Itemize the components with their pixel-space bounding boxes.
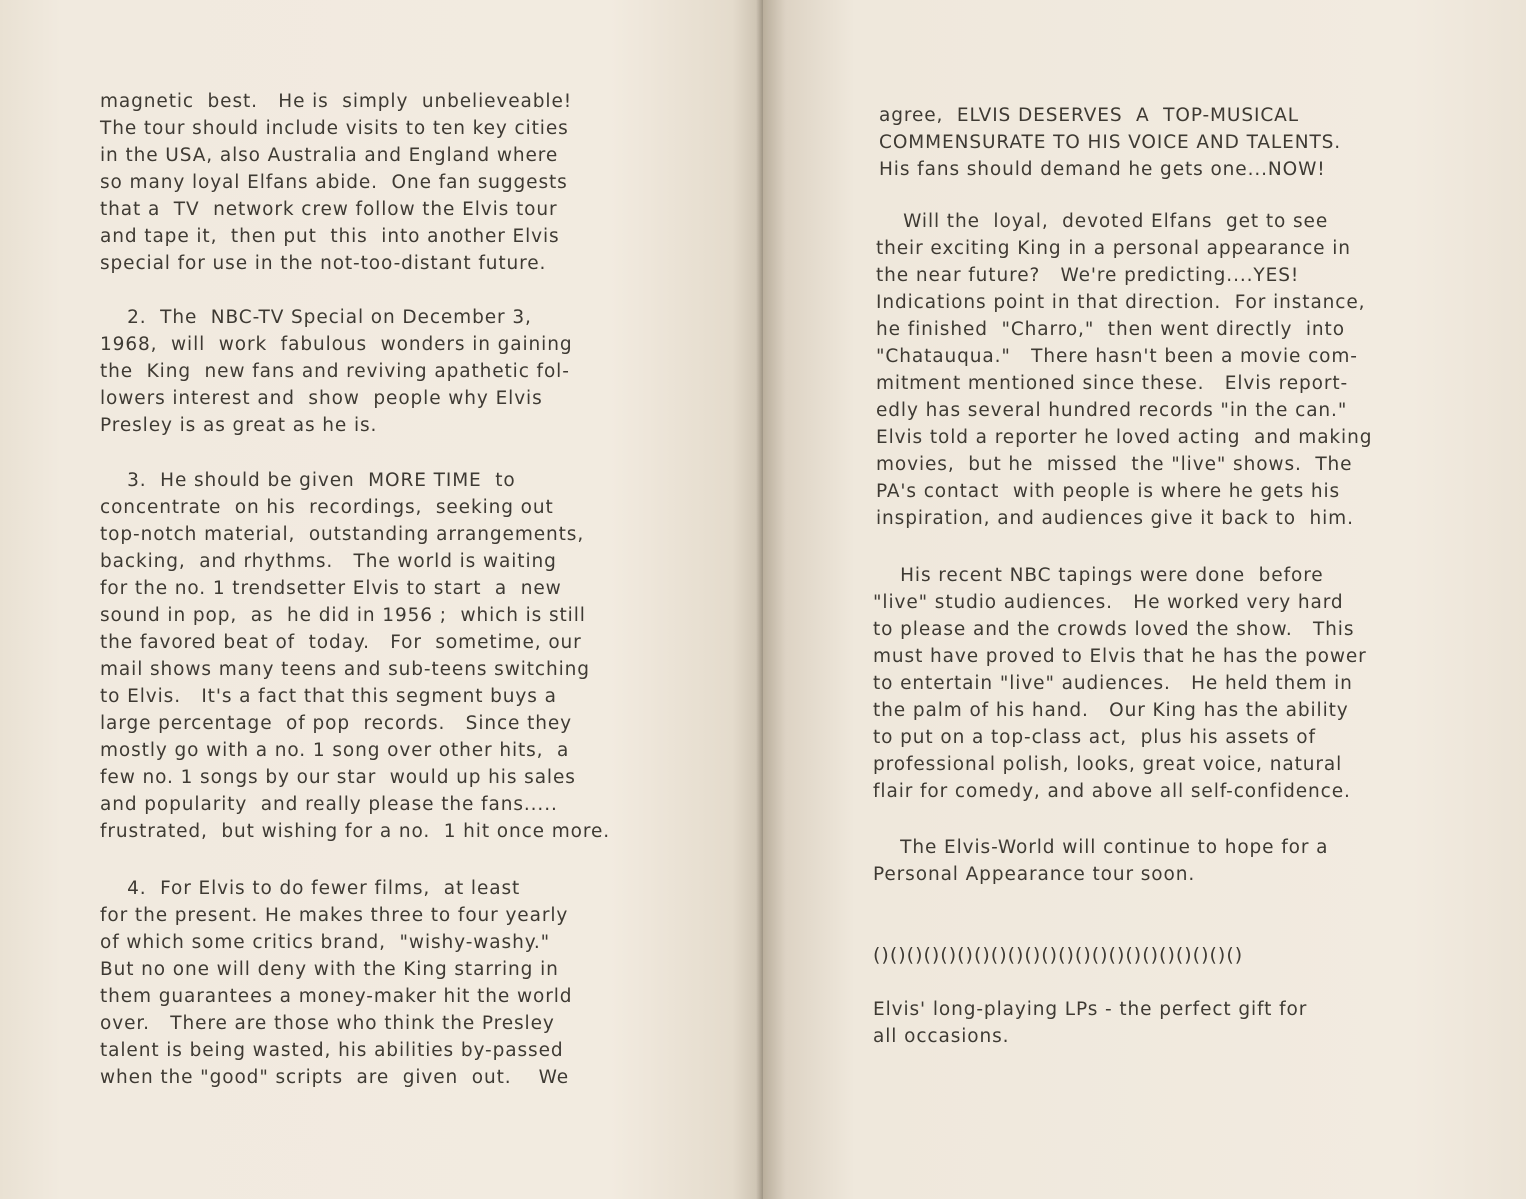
- text-line: His recent NBC tapings were done before: [873, 565, 1324, 586]
- text-line: to Elvis. It's a fact that this segment buys a: [100, 686, 557, 707]
- right-page: [763, 0, 1526, 1199]
- text-line: mitment mentioned since these. Elvis report-: [876, 373, 1349, 394]
- text-line: for the no. 1 trendsetter Elvis to start a new: [100, 578, 562, 599]
- text-line: that a TV network crew follow the Elvis tour: [100, 199, 558, 220]
- text-line: their exciting King in a personal appearance in: [876, 238, 1351, 259]
- text-line: inspiration, and audiences give it back to him.: [876, 508, 1354, 529]
- text-line: magnetic best. He is simply unbelieveable!: [100, 91, 573, 112]
- text-line: edly has several hundred records "in the can.": [876, 400, 1348, 421]
- text-line: 4. For Elvis to do fewer films, at least: [100, 878, 521, 899]
- text-line: to entertain "live" audiences. He held them in: [873, 673, 1353, 694]
- text-line: PA's contact with people is where he gets his: [876, 481, 1341, 502]
- text-line: 1968, will work fabulous wonders in gaining: [100, 334, 573, 355]
- paragraph-lp-gift: [873, 996, 1307, 1050]
- text-line: all occasions.: [873, 1026, 1010, 1047]
- text-line: 3. He should be given MORE TIME to: [100, 470, 516, 491]
- text-line: he finished "Charro," then went directly into: [876, 319, 1345, 340]
- text-line: Presley is as great as he is.: [100, 415, 378, 436]
- text-line: Will the loyal, devoted Elfans get to see: [876, 211, 1329, 232]
- text-line: over. There are those who think the Presley: [100, 1013, 555, 1034]
- parenthesis-divider: ()()()()()()()()()()()()()()()()()()()()()(): [873, 944, 1244, 966]
- text-line: mostly go with a no. 1 song over other hits, a: [100, 740, 570, 761]
- text-line: sound in pop, as he did in 1956 ; which is still: [100, 605, 586, 626]
- text-line: "live" studio audiences. He worked very hard: [873, 592, 1344, 613]
- text-line: so many loyal Elfans abide. One fan suggests: [100, 172, 568, 193]
- text-line: the King new fans and reviving apathetic fol-: [100, 361, 570, 382]
- paragraph-personal-appearance: [876, 208, 1372, 532]
- text-line: concentrate on his recordings, seeking out: [100, 497, 554, 518]
- text-line: professional polish, looks, great voice, natural: [873, 754, 1343, 775]
- text-line: and popularity and really please the fans.....: [100, 794, 558, 815]
- text-line: the near future? We're predicting....YES!: [876, 265, 1300, 286]
- text-line: and tape it, then put this into another Elvis: [100, 226, 560, 247]
- text-line: the palm of his hand. Our King has the ability: [873, 700, 1349, 721]
- paragraph-nbc-special: [100, 304, 573, 439]
- text-line: flair for comedy, and above all self-confidence.: [873, 781, 1351, 802]
- text-line: His fans should demand he gets one...NOW!: [879, 159, 1326, 180]
- text-line: The Elvis-World will continue to hope for a: [873, 837, 1329, 858]
- text-line: backing, and rhythms. The world is waiting: [100, 551, 557, 572]
- text-line: Indications point in that direction. For instance,: [876, 292, 1366, 313]
- text-line: frustrated, but wishing for a no. 1 hit once more.: [100, 821, 611, 842]
- paragraph-tour: [100, 88, 572, 277]
- text-line: mail shows many teens and sub-teens switching: [100, 659, 590, 680]
- text-line: to please and the crowds loved the show. This: [873, 619, 1355, 640]
- text-line: when the "good" scripts are given out. We: [100, 1067, 570, 1088]
- text-line: few no. 1 songs by our star would up his sales: [100, 767, 576, 788]
- text-line: "Chatauqua." There hasn't been a movie com-: [876, 346, 1358, 367]
- paragraph-more-time: [100, 467, 610, 845]
- text-line: COMMENSURATE TO HIS VOICE AND TALENTS.: [879, 132, 1342, 153]
- text-line: Elvis told a reporter he loved acting and making: [876, 427, 1373, 448]
- text-line: The tour should include visits to ten key cities: [100, 118, 569, 139]
- text-line: But no one will deny with the King starring in: [100, 959, 559, 980]
- text-line: special for use in the not-too-distant future.: [100, 253, 547, 274]
- text-line: lowers interest and show people why Elvis: [100, 388, 543, 409]
- text-line: top-notch material, outstanding arrangements,: [100, 524, 585, 545]
- paragraph-nbc-tapings: [873, 562, 1367, 805]
- text-line: to put on a top-class act, plus his assets of: [873, 727, 1316, 748]
- text-line: of which some critics brand, "wishy-washy.": [100, 932, 551, 953]
- text-line: Elvis' long-playing LPs - the perfect gift for: [873, 999, 1308, 1020]
- text-line: in the USA, also Australia and England where: [100, 145, 559, 166]
- paragraph-top-musical: [879, 102, 1341, 183]
- paragraph-fewer-films: [100, 875, 572, 1091]
- text-line: must have proved to Elvis that he has the power: [873, 646, 1367, 667]
- text-line: them guarantees a money-maker hit the world: [100, 986, 573, 1007]
- text-line: agree, ELVIS DESERVES A TOP-MUSICAL: [879, 105, 1299, 126]
- text-line: movies, but he missed the "live" shows. The: [876, 454, 1353, 475]
- text-line: 2. The NBC-TV Special on December 3,: [100, 307, 532, 328]
- paragraph-elvis-world: [873, 834, 1328, 888]
- text-line: the favored beat of today. For sometime, our: [100, 632, 582, 653]
- text-line: Personal Appearance tour soon.: [873, 864, 1196, 885]
- text-line: talent is being wasted, his abilities by-passed: [100, 1040, 564, 1061]
- text-line: large percentage of pop records. Since they: [100, 713, 573, 734]
- text-line: for the present. He makes three to four yearly: [100, 905, 569, 926]
